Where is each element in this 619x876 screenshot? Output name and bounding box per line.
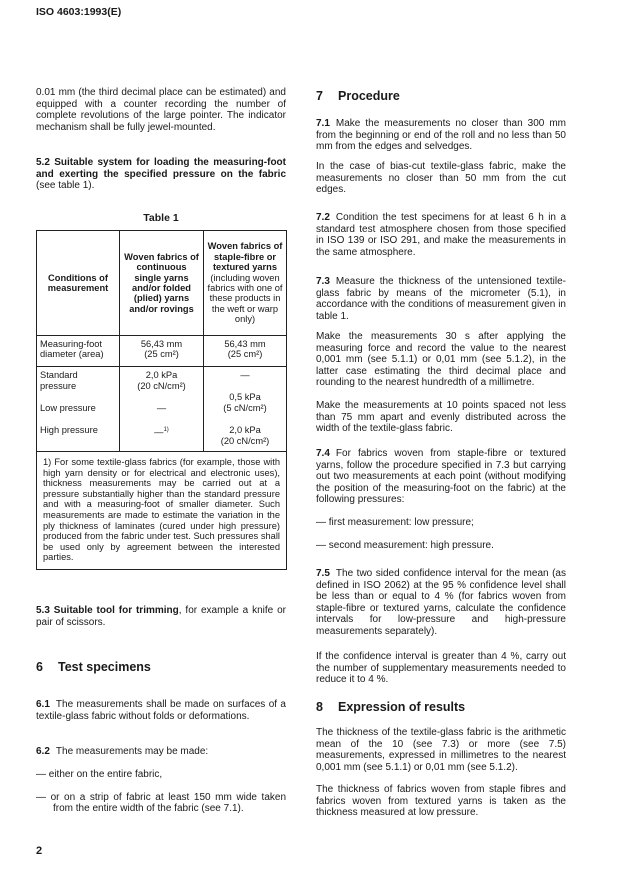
table-footnote-row	[37, 452, 287, 570]
value: —	[154, 427, 164, 438]
value: —	[156, 403, 167, 413]
clause-7-3-para-3: Make the measurements at 10 points spaced not less than 75 mm apart and evenly distributed across the width of the textile-glass fabric.	[316, 400, 566, 435]
value: (20 cN/cm²)	[220, 436, 270, 446]
value: (5 cN/cm²)	[223, 403, 267, 413]
cell-pressures-continuous	[120, 367, 204, 452]
list-7-4	[316, 517, 566, 551]
list-item: — or on a strip of fabric at least 150 mm wide taken from the entire width of the fabric (see 7.1).	[36, 791, 286, 815]
value: —	[240, 370, 250, 380]
clause-text: The measurements may be made:	[55, 746, 209, 757]
table-row	[37, 367, 287, 452]
section-8-para-2: The thickness of fabrics woven from staple fibres and fabrics woven from textured yarns is taken as the thickness measured at low pressure.	[316, 784, 566, 819]
clause-text: For fabrics woven from staple-fibre or textured yarns, follow the procedure specified in 7.3 but carrying out two measurements at each point (without modifying the position of the measuring-foot on the fabric) at the following pressures:	[316, 448, 566, 506]
section-6-heading	[36, 660, 286, 674]
table-title: Table 1	[143, 212, 179, 224]
header-staple-fibre	[204, 231, 287, 336]
section-title: Procedure	[338, 89, 400, 103]
value: 2,0 kPa	[229, 425, 261, 435]
list-item: — either on the entire fabric,	[36, 769, 163, 780]
clause-number: 6.1	[36, 699, 50, 710]
label-low-pressure: Low pressure	[40, 403, 96, 413]
value: 56,43 mm	[224, 339, 266, 349]
header-staple-fibre-rest: (including woven fabrics with one of these products in the weft or warp only)	[207, 272, 283, 325]
cell-diameter-staple	[204, 336, 287, 367]
clause-number: 6.2	[36, 746, 50, 757]
clause-text: The measurements shall be made on surfaces of a textile-glass fabric without folds or deformations.	[36, 699, 286, 722]
value: (25 cm²)	[144, 349, 179, 360]
value: 2,0 kPa	[145, 370, 178, 380]
table-header-row	[37, 231, 287, 336]
clause-6-2	[36, 746, 286, 758]
clause-number: 7.5	[316, 568, 330, 579]
header-continuous-yarns: Woven fabrics of continuous single yarns and/or folded (plied) yarns and/or rovings	[120, 231, 204, 336]
clause-7-3-para-2: Make the measurements 30 s after applying the measuring force and record the value to the nearest 0,001 mm (see 5.1.1) or 0,01 mm (see 5.1.2), in the latter case estimating the third decimal place and rounding to the nearest hundredth of a millimetre.	[316, 331, 566, 389]
clause-5-3-text: , for example a knife or pair of scissors.	[36, 605, 286, 628]
section-7-heading	[316, 89, 566, 103]
clause-7-5	[316, 568, 566, 638]
document-header: ISO 4603:1993(E)	[36, 6, 122, 18]
cell-measuring-foot: Measuring-foot diameter (area)	[37, 336, 120, 367]
clause-7-5-para-2: If the confidence interval is greater than 4 %, carry out the number of supplementary measurements needed to reduce it to 4 %.	[316, 651, 566, 686]
value: 0,5 kPa	[229, 392, 261, 402]
section-8-para-1: The thickness of the textile-glass fabric is the arithmetic mean of the 10 (see 7.3) or more (see 7.5) measurements, expressed in millimetres to the nearest 0,001 mm (see 5.1.1) or 0,01 mm (see 5.1.2).	[316, 727, 566, 773]
clause-number: 7.2	[316, 212, 330, 223]
label-high-pressure: High pressure	[40, 425, 98, 435]
label-standard-pressure: Standard pressure	[40, 370, 78, 391]
clause-7-1	[316, 118, 566, 153]
value: 56,43 mm	[140, 339, 183, 349]
clause-number: 7.3	[316, 276, 330, 287]
section-title: Expression of results	[338, 700, 466, 714]
intro-paragraph: 0.01 mm (the third decimal place can be estimated) and equipped with a counter recording the number of complete revolutions of the large pointer. The indicator mechanism shall be fully jewel-mounted.	[36, 87, 286, 133]
table-footnote: 1) For some textile-glass fabrics (for example, those with high yarn density or for electrical and electronic uses), thickness measurements may be carried out at a pressure substantially higher than the standard pressure and with a measuring-foot of smaller diameter. Such measurements are made to estimate the variation in the ply thickness of laminates (cured under high pressure) produced from the fabric under test. Such pressures shall be used only by agreement between the interested parties.	[37, 452, 287, 570]
clause-number: 7.1	[316, 118, 330, 129]
clause-7-4	[316, 448, 566, 506]
section-number: 7	[316, 89, 323, 103]
clause-text: Make the measurements no closer than 300 mm from the beginning or end of the roll and no less than 50 mm from the edges and selvedges.	[316, 118, 566, 153]
cell-pressures	[37, 367, 120, 452]
clause-number: 7.4	[316, 448, 330, 459]
clause-5-2-text: (see table 1).	[36, 180, 95, 192]
value: (25 cm²)	[227, 349, 263, 360]
clause-5-3	[36, 605, 286, 628]
clause-text: Condition the test specimens for at least 6 h in a standard test atmosphere chosen from those specified in ISO 139 or ISO 291, and make the measurements in the same atmosphere.	[316, 212, 566, 258]
clause-text: The two sided confidence interval for the mean (as defined in ISO 2062) at the 95 % confidence level shall be less than or equal to 4 % (for fabrics woven from staple-fibre or textured yarns, calculate the confidence intervals for low-pressure and high-pressure measurements separately).	[316, 568, 566, 637]
section-number: 6	[36, 660, 43, 674]
list-item: — second measurement: high pressure.	[316, 539, 494, 551]
section-number: 8	[316, 700, 323, 714]
value: (20 cN/cm²)	[137, 381, 186, 391]
clause-5-2-heading: 5.2 Suitable system for loading the measuring-foot and exerting the specified pressure on the fabric	[36, 157, 286, 180]
clause-5-2	[36, 157, 286, 192]
page-number: 2	[36, 845, 43, 857]
list-6-2	[36, 769, 286, 815]
cell-pressures-staple	[204, 367, 287, 452]
table-1	[36, 230, 287, 570]
list-item: — first measurement: low pressure;	[316, 517, 474, 528]
table-row	[37, 336, 287, 367]
clause-6-1	[36, 699, 286, 722]
header-conditions: Conditions of measurement	[37, 231, 120, 336]
header-staple-fibre-bold: Woven fabrics of staple-fibre or textured yarns	[207, 241, 283, 273]
clause-5-3-heading: 5.3 Suitable tool for trimming	[36, 605, 179, 616]
section-8-heading	[316, 700, 566, 714]
cell-diameter-continuous	[120, 336, 204, 367]
section-title: Test specimens	[58, 660, 151, 674]
footnote-ref: 1)	[163, 427, 169, 433]
clause-7-1-para-2: In the case of bias-cut textile-glass fabric, make the measurements no closer than 50 mm from the cut edges.	[316, 161, 566, 196]
clause-7-2	[316, 212, 566, 258]
clause-7-3	[316, 276, 566, 322]
clause-text: Measure the thickness of the untensioned textile-glass fabric by means of the micrometer (5.1), in accordance with the conditions of measurement given in table 1.	[316, 276, 566, 322]
